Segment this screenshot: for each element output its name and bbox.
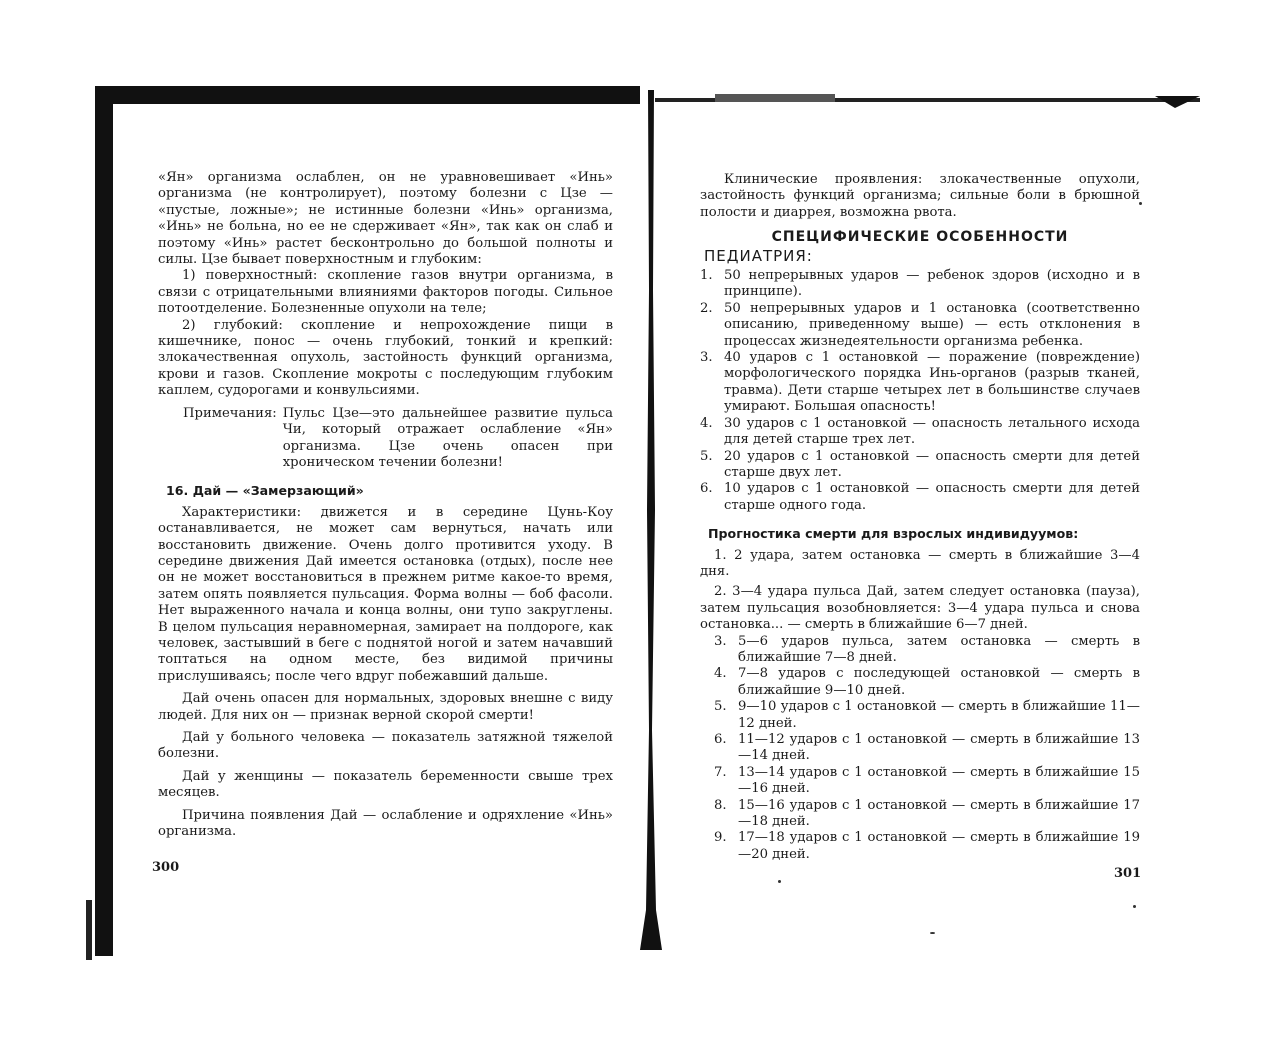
note-text: Пульс Цзе—это дальнейшее развитие пульса Чи, который отражает ослабление «Ян» организма. Цзе очень опасен при хроническом течении болезни! — [282, 405, 613, 470]
list-item — [700, 798, 1140, 831]
page-number: 300 — [152, 860, 180, 875]
paragraph: «Ян» организма ослаблен, он не уравновешивает «Инь» организма (не контролирует), поэтому болезни с Цзе — «пустые, ложные»; не истинные болезни «Инь» организма, «Инь» не больна, но ее не сдерживает «Ян», так как он слаб и поэтому «Инь» растет бесконтрольно до большой полноты и силы. Цзе бывает поверхностным и глубоким: — [158, 170, 613, 268]
list-text: 9—10 ударов с 1 остановкой — смерть в ближайшие 11—12 дней. — [738, 699, 1140, 731]
list-item — [700, 830, 1140, 863]
adult-heading: Прогностика смерти для взрослых индивидуумов: — [708, 526, 1079, 542]
list-item: 1) поверхностный: скопление газов внутри организма, в связи с отрицательными влияниями факторов погоды. Сильное потоотделение. Болезненные опухоли на теле; — [158, 268, 613, 317]
list-text: 15—16 ударов с 1 остановкой — смерть в ближайшие 17—18 дней. — [738, 797, 1140, 830]
list-text: 17—18 ударов с 1 остановкой — смерть в ближайшие 19—20 дней. — [738, 830, 1140, 862]
paragraph: Характеристики: движется и в середине Цунь-Коу останавливается, не может сам вернуться, начать или восстановить движение. Очень долго противится уходу. В середине движения Дай имеется остановка (отдых), после нее он не может восстановиться в прежнем ритме какое-то время, затем опять появляется пульсация. Форма волны — боб фасоли. Нет выраженного начала и конца волны, они тупо закруглены. В целом пульсация неравномерная, замирает на полдороге, как человек, застывший в беге с поднятой ногой и затем начавший топтаться на одном месте, без видимой причины прислушиваясь; после чего вдруг побежавший дальше. — [158, 504, 613, 684]
book-spine-shadow — [640, 90, 662, 950]
scan-shadow-strip — [86, 900, 92, 960]
list-number: 6. — [700, 481, 713, 497]
list-number: 2. — [700, 300, 713, 316]
page-number: 301 — [1114, 866, 1142, 881]
list-text: 10 ударов с 1 остановкой — опасность смерти для детей старше одного года. — [724, 481, 1140, 513]
section-heading: 16. Дай — «Замерзающий» — [166, 483, 364, 499]
scan-shadow-top — [95, 86, 640, 104]
scan-shadow-top-right — [655, 86, 1200, 116]
list-number: 3. — [714, 633, 727, 649]
list-text: 11—12 ударов с 1 остановкой — смерть в ближайшие 13—14 дней. — [738, 732, 1140, 764]
list-item — [700, 732, 1140, 765]
list-number: 7. — [714, 764, 727, 780]
list-number: 1. — [700, 268, 713, 284]
left-page — [158, 170, 613, 840]
scan-speck — [930, 932, 935, 934]
pediatric-list — [700, 268, 1140, 514]
section-heading: СПЕЦИФИЧЕСКИЕ ОСОБЕННОСТИ — [771, 229, 1069, 246]
list-item — [700, 350, 1140, 416]
paragraph: Клинические проявления: злокачественные опухоли, застойность функций организма; сильные боли в брюшной полости и диаррея, возможна рвота. — [700, 172, 1140, 220]
paragraph: Причина появления Дай — ослабление и одряхление «Инь» организма. — [158, 807, 613, 840]
list-item: 2. 3—4 удара пульса Дай, затем следует остановка (пауза), затем пульсация возобновляется: 3—4 удара пульса и снова остановка... — смерть в ближайшие 6—7 дней. — [700, 584, 1140, 633]
list-text: 40 ударов с 1 остановкой — поражение (повреждение) морфологического порядка Инь-органов (разрыв тканей, травма). Дети старше четырех лет в большинстве случаев умирают. Большая опасность! — [724, 350, 1140, 415]
list-text: 7—8 ударов с последующей остановкой — смерть в ближайшие 9—10 дней. — [738, 666, 1140, 698]
list-item: 1. 2 удара, затем остановка — смерть в ближайшие 3—4 дня. — [700, 547, 1140, 579]
list-item — [700, 449, 1140, 482]
list-item — [700, 765, 1140, 798]
list-item: 2) глубокий: скопление и непрохождение пищи в кишечнике, понос — очень глубокий, тонкий и крепкий: злокачественная опухоль, застойность функций организма, крови и газов. Скопление мокроты с последующим глубоким каплем, судорогами и конвульсиями. — [158, 317, 613, 399]
list-item — [700, 416, 1140, 449]
list-text: 30 ударов с 1 остановкой — опасность летального исхода для детей старше трех лет. — [724, 415, 1140, 448]
scan-speck — [778, 880, 781, 883]
list-text: 50 непрерывных ударов и 1 остановка (соответственно описанию, приведенному выше) — есть отклонения в процессах жизнедеятельности организма ребенка. — [724, 300, 1140, 349]
list-number: 9. — [714, 830, 727, 846]
list-item — [700, 634, 1140, 667]
list-item — [700, 699, 1140, 732]
list-number: 6. — [714, 732, 727, 747]
right-page — [700, 172, 1140, 863]
list-item — [700, 666, 1140, 699]
list-number: 3. — [700, 350, 713, 366]
list-item — [700, 481, 1140, 514]
list-number: 4. — [700, 415, 713, 431]
list-text: 50 непрерывных ударов — ребенок здоров (исходно и в принципе). — [724, 268, 1140, 300]
paragraph: Дай у больного человека — показатель затяжной тяжелой болезни. — [158, 730, 613, 762]
subheading: ПЕДИАТРИЯ: — [704, 246, 813, 265]
list-item — [700, 301, 1140, 350]
adult-list — [700, 634, 1140, 864]
list-number: 5. — [714, 699, 727, 715]
note — [183, 406, 613, 472]
paragraph: Дай у женщины — показатель беременности свыше трех месяцев. — [158, 768, 613, 801]
scan-shadow-left — [95, 86, 113, 956]
list-item — [700, 268, 1140, 301]
scan-speck — [1133, 905, 1136, 908]
list-text: 20 ударов с 1 остановкой — опасность смерти для детей старше двух лет. — [724, 448, 1140, 480]
note-label: Примечания: — [183, 405, 277, 421]
list-text: 13—14 ударов с 1 остановкой — смерть в ближайшие 15—16 дней. — [738, 764, 1140, 797]
list-text: 5—6 ударов пульса, затем остановка — смерть в ближайшие 7—8 дней. — [738, 633, 1140, 665]
list-number: 5. — [700, 448, 713, 464]
paragraph: Дай очень опасен для нормальных, здоровых внешне с виду людей. Для них он — признак верной скорой смерти! — [158, 691, 613, 723]
list-number: 8. — [714, 797, 727, 813]
list-number: 4. — [714, 666, 727, 682]
